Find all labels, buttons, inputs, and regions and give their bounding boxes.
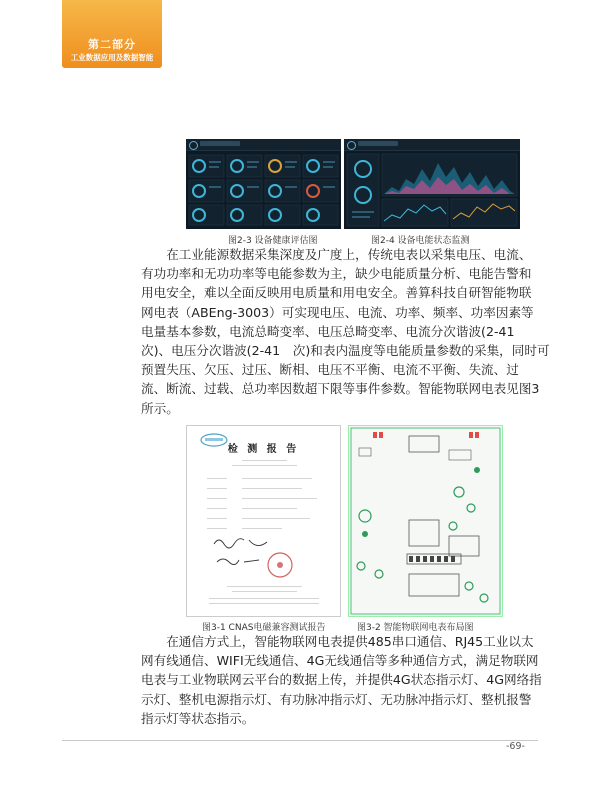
paragraph-line: 网电表（ABEng-3003）可实现电压、电流、功率、频率、功率因素等 — [141, 304, 534, 320]
paragraph-line: 在通信方式上，智能物联网电表提供485串口通信、RJ45工业以太 — [141, 634, 534, 649]
energy-monitoring-charts — [344, 139, 520, 229]
paragraph-line: 在工业能源数据采集深度及广度上，传统电表以采集电压、电流、 — [141, 247, 532, 262]
device-health-gauges — [186, 139, 341, 229]
paragraph-line: 所示。 — [141, 400, 179, 416]
device-health-dashboard-image — [186, 139, 341, 229]
figure-2-4-caption: 图2-4 设备电能状态监测 — [371, 236, 470, 246]
paragraph-line: 用电安全，难以全面反映用电质量和用电安全。善算科技自研智能物联 — [141, 285, 532, 301]
section-part-label: 第二部分 — [88, 38, 136, 51]
paragraph-line: 预置失压、欠压、过压、断相、电压不平衡、电流不平衡、失流、过 — [141, 362, 519, 378]
figure-2-3-caption: 图2-3 设备健康评估图 — [228, 236, 318, 246]
section-tab — [62, 0, 162, 68]
red-seal-icon — [265, 550, 295, 580]
footer-divider — [62, 740, 538, 741]
figure-3-2-caption: 图3-2 智能物联网电表布局图 — [357, 623, 474, 633]
page-number: -69- — [506, 741, 525, 752]
pcb-layout-drawing — [349, 426, 502, 616]
paragraph-line: 网有线通信、WIFI无线通信、4G无线通信等多种通信方式，满足物联网 — [141, 653, 539, 669]
paragraph-line: 电量基本参数，电流总畸变率、电压总畸变率、电流分次谐波(2-41 — [141, 323, 515, 339]
paragraph-data-collection — [141, 245, 550, 418]
paragraph-line: 次)、电压分次谐波(2-41 次)和表内温度等电能质量参数的采集，同时可 — [141, 342, 550, 358]
paragraph-line: 指示灯等状态指示。 — [141, 710, 255, 726]
figure-3-1-caption: 图3-1 CNAS电磁兼容测试报告 — [202, 623, 326, 633]
paragraph-line: 电表与工业物联网云平台的数据上传，并提供4G状态指示灯、4G网络指 — [141, 672, 542, 688]
smart-meter-pcb-layout-image — [348, 425, 503, 617]
energy-monitoring-dashboard-image — [344, 139, 520, 229]
paragraph-line: 示灯、整机电源指示灯、有功脉冲指示灯、无功脉冲指示灯、整机报警 — [141, 691, 532, 707]
paragraph-line: 流、断流、过载、总功率因数超下限等事件参数。智能物联网电表见图3 — [141, 381, 540, 397]
paragraph-communication — [141, 632, 541, 728]
cnas-test-report-image — [186, 425, 341, 617]
section-part-subtitle: 工业数据应用及数据智能 — [70, 53, 154, 62]
paragraph-line: 有功功率和无功功率等电能参数为主，缺少电能质量分析、电能告警和 — [141, 266, 532, 282]
report-title: 检 测 报 告 — [227, 444, 300, 455]
